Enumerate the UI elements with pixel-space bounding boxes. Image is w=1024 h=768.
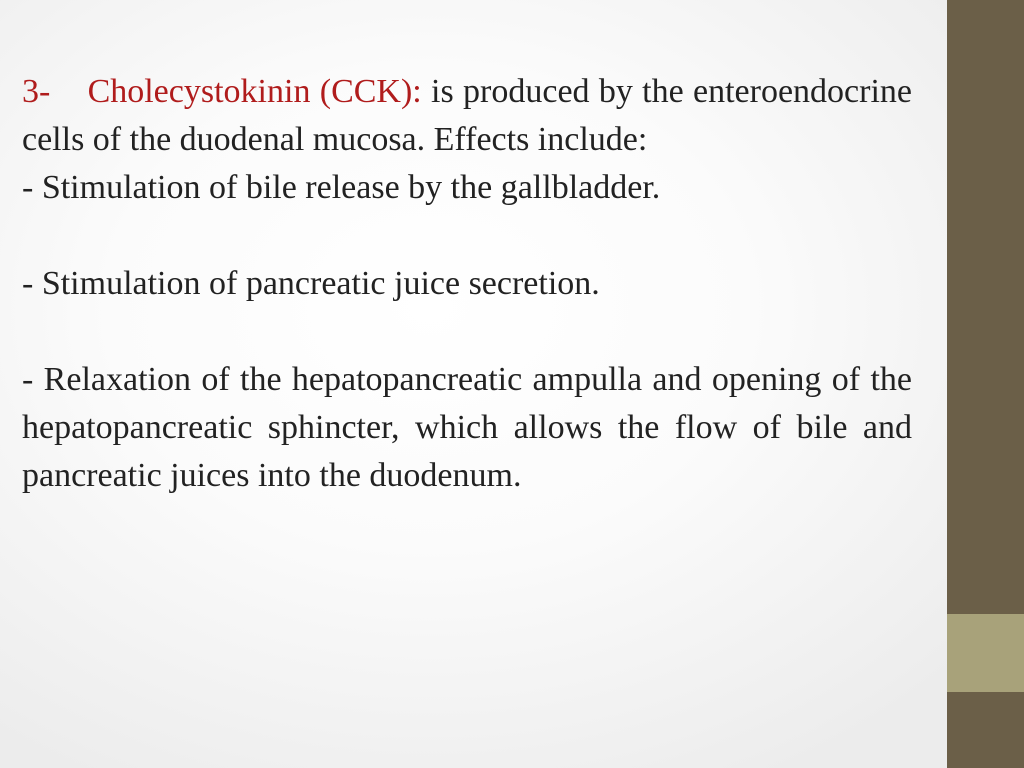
intro-text: is produced by the enteroendocrine cells of the duodenal mucosa. Effects include: <box>22 73 912 158</box>
effect-item-3: - Relaxation of the hepatopancreatic ampulla and opening of the hepatopancreatic sphincter, which allows the flow of bile and pancreatic juices into the duodenum. <box>22 361 912 494</box>
slide-content <box>22 68 912 500</box>
sidebar-accent-block <box>947 614 1024 692</box>
spacer <box>22 212 912 260</box>
heading-term: Cholecystokinin (CCK): <box>87 73 422 110</box>
decorative-sidebar <box>947 0 1024 768</box>
intro-paragraph <box>22 68 912 164</box>
spacer <box>22 308 912 356</box>
effect-item-1: - Stimulation of bile release by the gallbladder. <box>22 169 661 206</box>
effect-item-2: - Stimulation of pancreatic juice secretion. <box>22 265 600 302</box>
heading-number: 3- <box>22 73 51 110</box>
